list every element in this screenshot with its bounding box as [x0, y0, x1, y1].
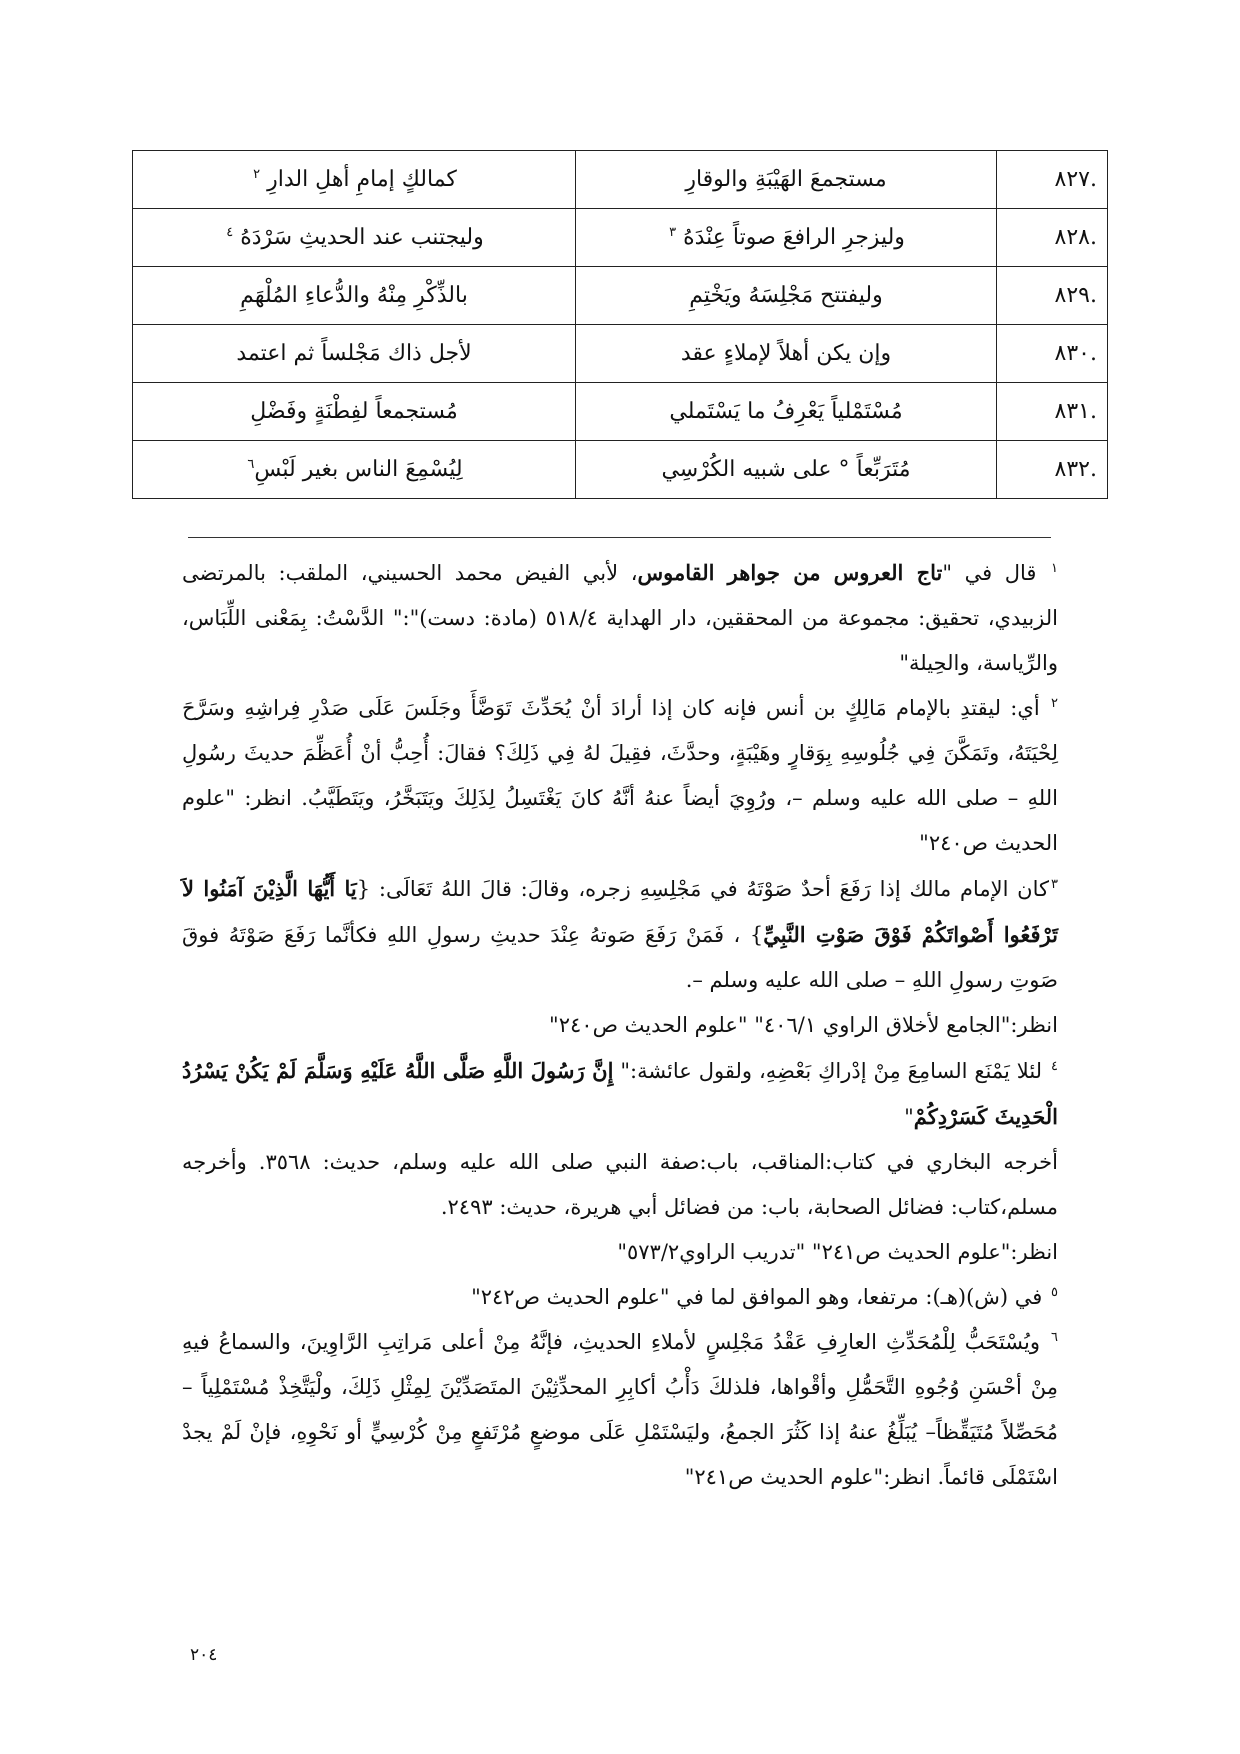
- verse-first-hemistich: [576, 151, 997, 209]
- footnote-text: لئلا يَمْنَع السامِعَ مِنْ إدْراكِ بَعْضِهِ، ولقول عائشة:": [613, 1059, 1043, 1083]
- verse-second-hemistich: [133, 383, 576, 441]
- footnote-5: [182, 1275, 1058, 1320]
- verse-text: مُستجمعاً لفِطْنَةٍ وفَضْلِ: [250, 399, 458, 424]
- verse-text: وليفتتح مَجْلِسَهُ ويَخْتِمِ: [689, 283, 883, 308]
- footnote-3: [182, 866, 1058, 1048]
- verse-number: .٨٣٢: [997, 441, 1108, 499]
- verse-number: .٨٢٩: [997, 267, 1108, 325]
- table-row: [133, 441, 1108, 499]
- verse-text: وليزجرِ الرافعَ صوتاً عِنْدَهُ: [683, 225, 905, 250]
- table-row: [133, 151, 1108, 209]
- verse-second-hemistich: [133, 441, 576, 499]
- footnote-text: ": [904, 1105, 914, 1129]
- footnote-text: أي: ليقتدِ بالإمام مَالِكٍ بن أنس فإنه كان إذا أرادَ أنْ يُحَدِّثَ تَوَضَّأَ وجَلَسَ عَلَى صَدْرِ فِراشِهِ وسَرَّحَ لِحْيَتَهُ، وتَمَكَّنَ فِي جُلُوسِهِ بِوَقارٍ وهَيْبَةٍ، وحدَّثَ، فقِيلَ لهُ فِي ذَلِكَ؟ فقالَ: أُحِبُّ أنْ أُعَظِّمَ حديثَ رسُولِ اللهِ – صلى الله عليه وسلم –، ورُوِيَ أيضاً عنهُ أنَّهُ كانَ يَغْتَسِلُ لِذَلِكَ ويَتَبَخَّرُ، ويَتَطَيَّبُ. انظر: "علوم الحديث ص٢٤٠": [182, 696, 1058, 855]
- verse-first-hemistich: [576, 267, 997, 325]
- footnote-reference-line: انظر:"الجامع لأخلاق الراوي ٤٠٦/١" "علوم الحديث ص٢٤٠": [549, 1013, 1058, 1037]
- footnote-marker: ٣: [1051, 877, 1058, 892]
- verse-first-hemistich: [576, 325, 997, 383]
- verse-text: مُتَرَبِّعاً ° على شبيه الكُرْسِي: [661, 457, 911, 482]
- footnote-takhrij: أخرجه البخاري في كتاب:المناقب، باب:صفة النبي صلى الله عليه وسلم، حديث: ٣٥٦٨. وأخرجه مسلم،كتاب: فضائل الصحابة، باب: من فضائل أبي هريرة، حديث: ٢٤٩٣.: [182, 1150, 1058, 1219]
- footnote-1: [182, 550, 1058, 686]
- verse-first-hemistich: [576, 383, 997, 441]
- verse-number: .٨٣١: [997, 383, 1108, 441]
- footnote-text: في (ش)(هـ): مرتفعا، وهو الموافق لما في "علوم الحديث ص٢٤٢": [471, 1285, 1043, 1309]
- footnote-text: ويُسْتَحَبُّ لِلْمُحَدِّثِ العارِفِ عَقْدُ مَجْلِسٍ لأملاءِ الحديثِ، فإنَّهُ مِنْ أعلى مَراتِبِ الرَّاوِينَ، والسماعُ فيهِ مِنْ أحْسَنِ وُجُوهِ التَّحَمُّلِ وأقْواها، فلذلكَ دَأْبُ أكابِرِ المحدِّثِيْنَ المتَصَدِّيْنَ لِمِثْلِ ذَلِكَ، ولْيَتَّخِذْ مُسْتَمْلِياً – مُحَصِّلاً مُتَيَقِّظاً– يُبَلِّغُ عنهُ إذا كَثُرَ الجمعُ، وليَسْتَمْلِ عَلَى موضعٍ مُرْتَفعٍ مِنْ كُرْسِيٍّ أو نَحْوِهِ، فإنْ لَمْ يجدْ اسْتَمْلَى قائماً. انظر:"علوم الحديث ص٢٤١": [182, 1330, 1058, 1489]
- book-title: تاج العروس من جواهر القاموس: [637, 560, 943, 585]
- footnote-marker: ٤: [1051, 1059, 1058, 1074]
- verse-number: .٨٢٧: [997, 151, 1108, 209]
- footnote-text: قال في ": [942, 561, 1037, 585]
- verse-second-hemistich: [133, 209, 576, 267]
- verse-text: لأجل ذاك مَجْلساً ثم اعتمد: [236, 341, 472, 366]
- table-row: [133, 383, 1108, 441]
- footnote-marker: ٦: [1051, 1330, 1058, 1345]
- footnote-marker: ٢: [1051, 696, 1058, 711]
- footnote-reference: ٣: [669, 224, 677, 240]
- footnote-reference: ٤: [226, 224, 234, 240]
- verse-text: وليجتنب عند الحديثِ سَرْدَهُ: [240, 225, 484, 250]
- footnote-4: [182, 1048, 1058, 1275]
- verse-text: كمالكٍ إمامِ أهلِ الدارِ: [267, 167, 457, 192]
- verse-text: وإن يكن أهلاً لإملاءٍ عقد: [680, 341, 892, 366]
- quran-verse: يَا أَيُّهَا الَّذِيْنَ آمَنُوا لاَ تَرْفَعُوا أَصْواتَكُمْ فَوْقَ صَوْتِ النَّبِيِّ: [182, 876, 1058, 947]
- verse-second-hemistich: [133, 151, 576, 209]
- verse-first-hemistich: [576, 441, 997, 499]
- verse-number: .٨٢٨: [997, 209, 1108, 267]
- verse-text: بالذِّكْرِ مِنْهُ والدُّعاءِ المُلْهَمِ: [240, 283, 468, 308]
- footnote-reference-line: انظر:"علوم الحديث ص٢٤١" "تدريب الراوي٥٧٣/٢": [617, 1240, 1058, 1264]
- footnote-6: [182, 1320, 1058, 1500]
- footnotes-section: [182, 550, 1058, 1500]
- footnote-text: } ، فَمَنْ رَفَعَ صَوتهُ عِنْدَ حديثِ رسولِ اللهِ فكأنَّما رَفَعَ صَوْتَهُ فوقَ صَوتِ رسولِ اللهِ – صلى الله عليه وسلم –.: [182, 923, 1058, 992]
- verse-second-hemistich: [133, 267, 576, 325]
- table-row: [133, 325, 1108, 383]
- verse-first-hemistich: [576, 209, 997, 267]
- table-row: [133, 267, 1108, 325]
- verse-text: لِيُسْمِعَ الناس بغير لَبْسِ: [254, 457, 463, 482]
- verse-text: مستجمعَ الهَيْبَةِ والوقارِ: [685, 167, 887, 192]
- verse-second-hemistich: [133, 325, 576, 383]
- footnote-reference: ٢: [253, 166, 261, 182]
- footnote-text: كان الإمام مالك إذا رَفَعَ أحدٌ صَوْتَهُ في مَجْلِسِهِ زجره، وقالَ: قالَ اللهُ تَعَالَى: {: [356, 877, 1049, 901]
- footnote-marker: ١: [1051, 561, 1058, 576]
- table-row: [133, 209, 1108, 267]
- verses-table: [132, 150, 1108, 499]
- page-number: ٢٠٤: [190, 1645, 218, 1665]
- footnote-separator: [188, 537, 1051, 538]
- footnote-2: [182, 686, 1058, 866]
- footnote-marker: ٥: [1051, 1285, 1058, 1300]
- footnote-reference: ٦: [247, 456, 255, 472]
- footnote-text: ، لأبي الفيض محمد الحسيني، الملقب: بالمرتضى الزبيدي، تحقيق: مجموعة من المحققين، دار الهداية ٥١٨/٤ (مادة: دست)":" الدَّسْتُ: بِمَعْنى اللِّبَاس، والرِّياسة، والحِيلة": [182, 561, 1059, 675]
- verse-number: .٨٣٠: [997, 325, 1108, 383]
- verse-text: مُسْتَمْلياً يَعْرِفُ ما يَسْتَملي: [669, 399, 903, 424]
- hadith-text: إِنَّ رَسُولَ اللَّهِ صَلَّى اللَّهُ عَلَيْهِ وَسَلَّمَ لَمْ يَكُنْ يَسْرُدُ الْحَدِيثَ كَسَرْدِكُمْ: [182, 1058, 1058, 1129]
